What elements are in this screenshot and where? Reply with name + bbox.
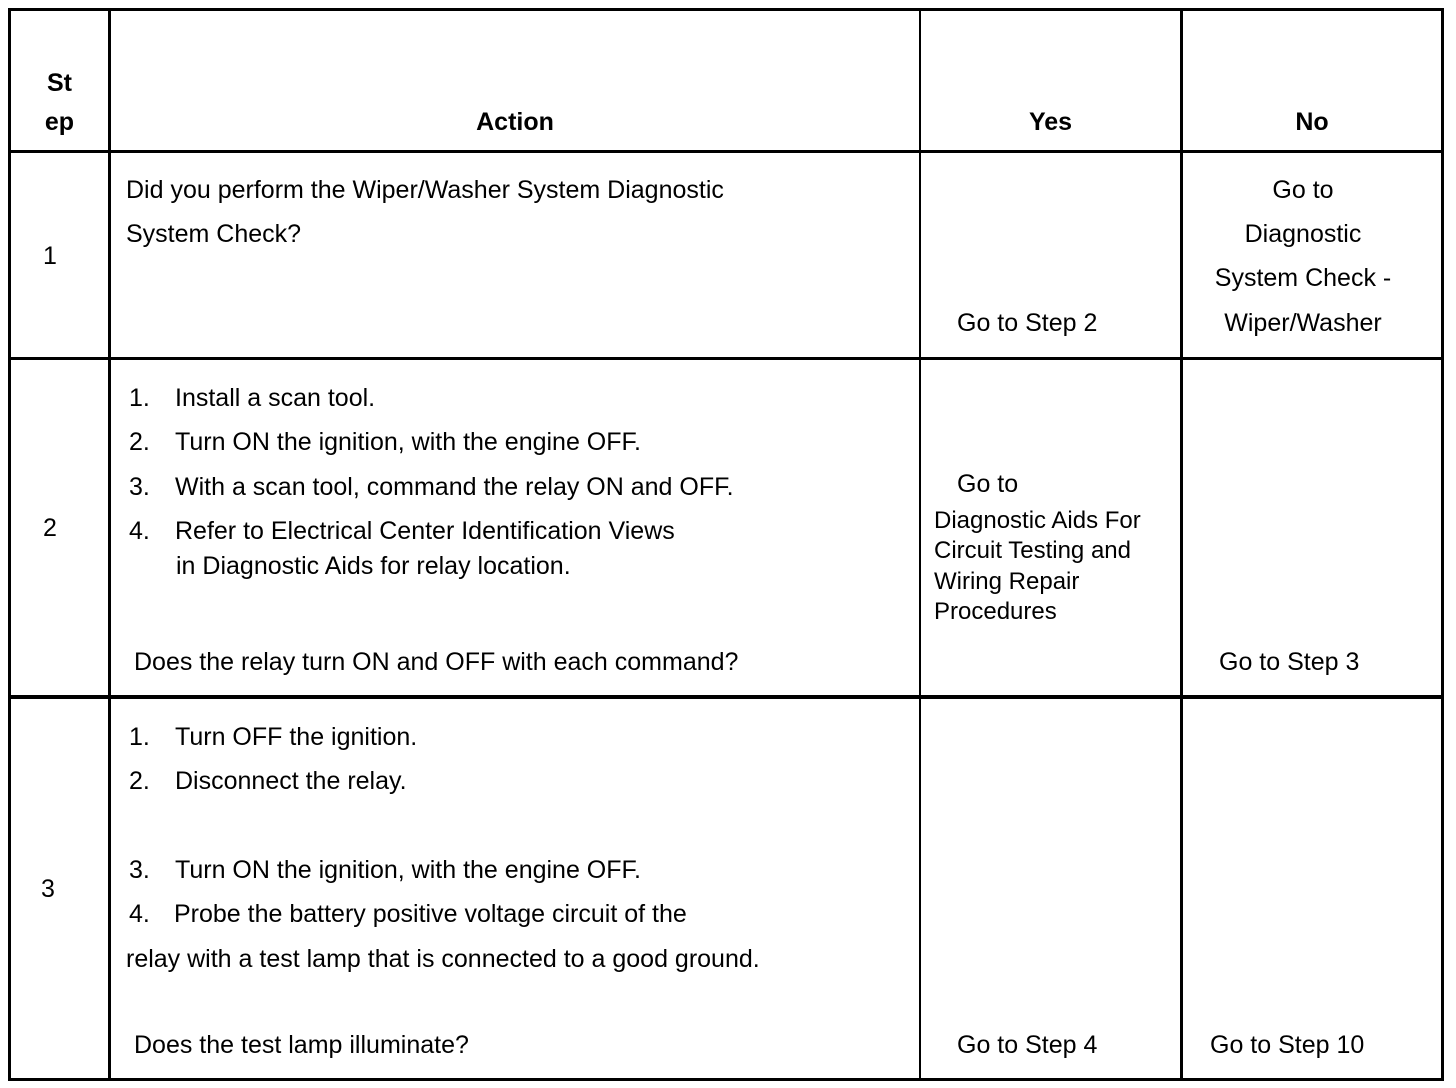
step-number: 2 (43, 514, 57, 542)
list-item-number: 4. (129, 900, 150, 928)
list-item-number: 3. (129, 473, 150, 501)
list-item-text: Install a scan tool. (175, 384, 376, 412)
header-action: Action (476, 108, 554, 136)
column-divider-step (108, 8, 111, 1081)
column-divider-yes (1180, 8, 1183, 1081)
action-text: Did you perform the Wiper/Washer System Diagnostic (126, 176, 724, 204)
yes-result: Wiring Repair (934, 568, 1080, 595)
no-result: Go to Step 3 (1219, 648, 1360, 676)
list-item-number: 2. (129, 767, 150, 795)
list-item-text: Probe the battery positive voltage circuit of the (174, 900, 687, 928)
header-no: No (1295, 108, 1329, 136)
list-item-text: Refer to Electrical Center Identification Views (175, 517, 675, 545)
step-number: 3 (41, 875, 55, 903)
yes-result: Go to (957, 470, 1019, 498)
list-item-continuation: in Diagnostic Aids for relay location. (176, 552, 571, 580)
header-step-line1: St (47, 69, 72, 97)
list-item-text: With a scan tool, command the relay ON and OFF. (175, 473, 734, 501)
list-item-number: 2. (129, 428, 150, 456)
action-question: Does the relay turn ON and OFF with each command? (134, 648, 739, 676)
no-result: Wiper/Washer (1224, 309, 1382, 337)
no-result: System Check - (1214, 264, 1392, 292)
column-divider-action (919, 8, 921, 1081)
header-step-line2: ep (44, 108, 75, 136)
no-result: Go to Step 10 (1210, 1031, 1365, 1059)
yes-result: Procedures (934, 598, 1057, 625)
yes-result: Diagnostic Aids For (934, 507, 1141, 534)
table-border-right (1441, 8, 1444, 1081)
action-question: Does the test lamp illuminate? (134, 1031, 469, 1059)
list-item-continuation: relay with a test lamp that is connected to a good ground. (126, 945, 760, 973)
table-border-left (8, 8, 11, 1081)
list-item-text: Turn ON the ignition, with the engine OFF. (175, 428, 641, 456)
yes-result: Circuit Testing and (934, 537, 1131, 564)
row-divider-header (8, 150, 1444, 153)
action-text: System Check? (126, 220, 302, 248)
list-item-number: 1. (129, 384, 150, 412)
list-item-number: 4. (129, 517, 150, 545)
yes-result: Go to Step 4 (957, 1031, 1098, 1059)
yes-result: Go to Step 2 (957, 309, 1098, 337)
table-border-top (8, 8, 1444, 11)
list-item-text: Disconnect the relay. (175, 767, 407, 795)
header-yes: Yes (1028, 108, 1073, 136)
row-divider-2 (8, 695, 1444, 699)
list-item-text: Turn ON the ignition, with the engine OFF. (175, 856, 641, 884)
list-item-number: 3. (129, 856, 150, 884)
no-result: Go to (1272, 176, 1334, 204)
table-border-bottom (8, 1078, 1444, 1081)
list-item-text: Turn OFF the ignition. (175, 723, 418, 751)
no-result: Diagnostic (1244, 220, 1362, 248)
step-number: 1 (43, 242, 57, 270)
row-divider-1 (8, 357, 1444, 360)
list-item-number: 1. (129, 723, 150, 751)
